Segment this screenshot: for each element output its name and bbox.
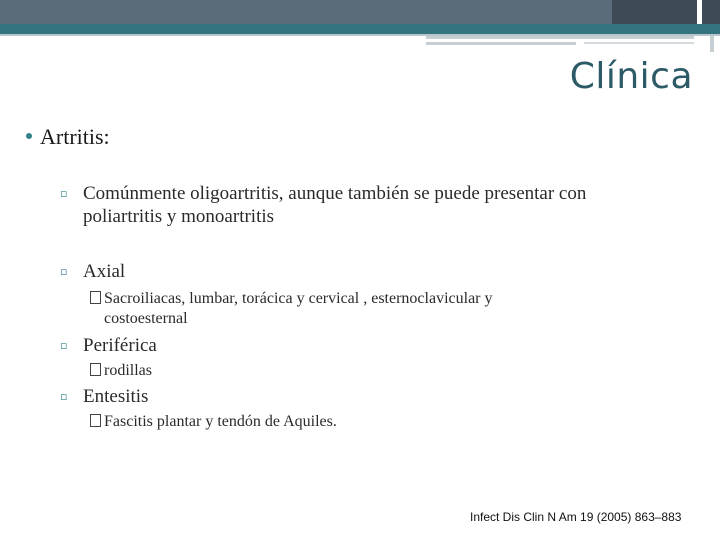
bullet-dot-icon	[26, 133, 32, 139]
citation: Infect Dis Clin N Am 19 (2005) 863–883	[470, 510, 682, 524]
header-decor-line	[584, 42, 694, 44]
detail-text: rodillas	[104, 362, 152, 379]
sub-bullet-text: Axial	[83, 261, 126, 282]
detail-text: Sacroiliacas, lumbar, torácica y cervical , esternoclavicular y	[104, 290, 493, 307]
square-bullet-icon: ▫	[60, 265, 68, 278]
detail-fascitis	[90, 412, 337, 432]
box-bullet-icon	[90, 291, 101, 304]
detail-text-continued: costoesternal	[104, 310, 188, 327]
sub-bullet-text: Entesitis	[83, 386, 149, 407]
sub-bullet-axial	[60, 260, 125, 283]
sub-bullet-text: Periférica	[83, 335, 157, 356]
header-decor-line	[426, 42, 576, 45]
header-decor-line	[426, 36, 694, 39]
sub-bullet-entesitis	[60, 385, 148, 408]
square-bullet-icon: ▫	[60, 390, 68, 403]
header-accent-band	[0, 24, 720, 34]
detail-sacroiliacas	[90, 289, 493, 329]
sub-bullet-text: Comúnmente oligoartritis, aunque también se puede presentar con	[83, 183, 587, 204]
bullet-text: Artritis:	[40, 124, 110, 149]
header-decor-vertical	[710, 36, 714, 52]
bullet-artritis	[40, 124, 110, 150]
detail-rodillas	[90, 361, 152, 381]
header-bar-dark-segment	[612, 0, 720, 24]
slide-title: Clínica	[569, 56, 693, 97]
sub-bullet-periferica	[60, 334, 157, 357]
box-bullet-icon	[90, 363, 101, 376]
sub-bullet-text-continued: poliartritis y monoartritis	[83, 206, 275, 227]
square-bullet-icon: ▫	[60, 187, 68, 200]
sub-bullet-comunmente	[60, 182, 586, 228]
box-bullet-icon	[90, 414, 101, 427]
detail-text: Fascitis plantar y tendón de Aquiles.	[104, 413, 337, 430]
header-bar-notch	[697, 0, 702, 24]
square-bullet-icon: ▫	[60, 339, 68, 352]
